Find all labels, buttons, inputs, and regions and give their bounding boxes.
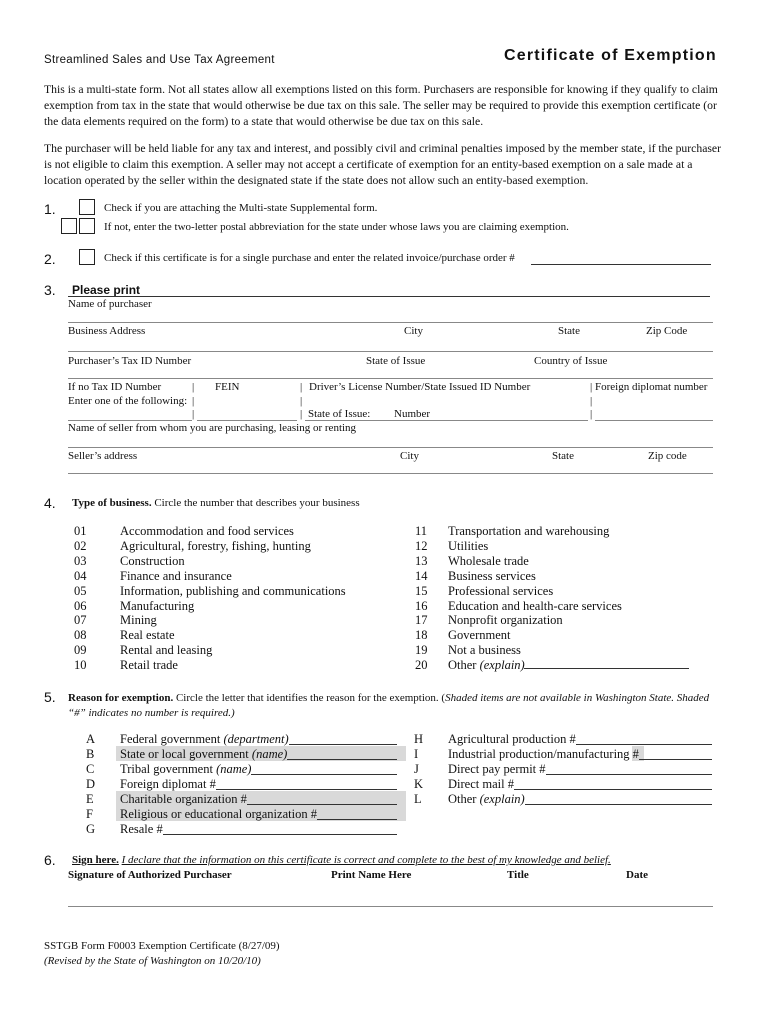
- business-type-08[interactable]: [74, 628, 175, 643]
- fein-field[interactable]: [197, 420, 297, 421]
- reason-l-hint: (explain): [479, 792, 525, 806]
- business-type-01-code: 01: [74, 524, 87, 538]
- intro-paragraph-2: The purchaser will be held liable for any tax and interest, and possibly civil and criminal penalties imposed by the member state, if the purchaser is not eligible to claim this exemption. A seller may not accept a certificate of exemption for an entity-based exemption on a sale made at a location operated by the seller within the designated state if the state does not allow such an entity-based exemption.: [44, 142, 722, 187]
- signature-label: Signature of Authorized Purchaser: [68, 869, 232, 881]
- reason-g-label: Resale #: [120, 822, 163, 836]
- multistate-supplemental-checkbox[interactable]: [79, 199, 95, 215]
- business-type-04-code: 04: [74, 568, 87, 583]
- no-tax-id-label: If no Tax ID Number: [68, 381, 162, 393]
- business-type-11[interactable]: [415, 524, 609, 539]
- reason-j-field[interactable]: [546, 774, 712, 775]
- business-type-07[interactable]: [74, 613, 157, 628]
- business-type-09-code: 09: [74, 643, 87, 658]
- tax-id-label: Purchaser’s Tax ID Number: [68, 355, 192, 367]
- foreign-diplomat-number-label: Foreign diplomat number: [595, 381, 708, 393]
- reason-b[interactable]: [86, 747, 287, 762]
- business-type-08-code: 08: [74, 628, 87, 643]
- reason-l-field[interactable]: [525, 804, 712, 805]
- reason-j-label: Direct pay permit #: [448, 762, 546, 776]
- reason-d-label: Foreign diplomat #: [120, 777, 216, 791]
- state-label: State: [558, 325, 580, 337]
- business-type-04-label: Finance and insurance: [120, 568, 232, 583]
- business-type-09-label: Rental and leasing: [120, 643, 213, 658]
- reason-j[interactable]: [414, 762, 546, 777]
- business-type-06[interactable]: [74, 599, 194, 614]
- state-of-issue-label: State of Issue: [366, 355, 426, 367]
- single-purchase-label: Check if this certificate is for a single purchase and enter the related invoice/purchase order #: [104, 252, 515, 264]
- reason-d-field[interactable]: [216, 789, 397, 790]
- business-type-20-hint: (explain): [479, 658, 525, 673]
- reason-h[interactable]: [414, 732, 576, 747]
- exemption-reason-heading-bold: Reason for exemption.: [68, 692, 174, 704]
- divider-1: |: [192, 381, 195, 393]
- declaration-line: [72, 854, 611, 866]
- business-type-18[interactable]: [415, 628, 510, 643]
- title-label: Title: [507, 869, 529, 881]
- business-type-18-code: 18: [415, 628, 428, 643]
- seller-name-label: Name of seller from whom you are purchasing, leasing or renting: [68, 422, 357, 434]
- city-label: City: [404, 325, 423, 337]
- reason-a-field[interactable]: [289, 744, 397, 745]
- reason-c[interactable]: [86, 762, 251, 777]
- state-abbrev-box-2[interactable]: [79, 218, 95, 234]
- reason-e-code: E: [86, 792, 94, 806]
- business-type-03[interactable]: [74, 554, 185, 569]
- business-type-16[interactable]: [415, 599, 622, 614]
- divider-7: |: [192, 408, 195, 420]
- business-type-10-code: 10: [74, 658, 87, 673]
- sign-here-label: Sign here.: [72, 854, 119, 866]
- reason-a-label: Federal government: [120, 732, 221, 746]
- section-2-number: 2.: [44, 251, 56, 267]
- business-type-10[interactable]: [74, 658, 178, 673]
- business-type-15-label: Professional services: [448, 583, 554, 598]
- other-business-explain-field[interactable]: [524, 668, 689, 669]
- agreement-title: Streamlined Sales and Use Tax Agreement: [44, 54, 275, 66]
- seller-address-field[interactable]: [68, 473, 713, 474]
- business-type-18-label: Government: [448, 628, 511, 643]
- state-abbrev-label: If not, enter the two-letter postal abbreviation for the state under whose laws you are claiming exemption.: [104, 221, 569, 233]
- zip-code-label: Zip Code: [646, 325, 688, 337]
- reason-c-label: Tribal government: [120, 762, 213, 776]
- purchaser-name-field[interactable]: [68, 322, 713, 323]
- business-type-06-code: 06: [74, 598, 87, 613]
- business-type-01[interactable]: [74, 524, 294, 539]
- seller-state-label: State: [552, 450, 574, 462]
- reason-g-code: G: [86, 822, 96, 836]
- reason-l[interactable]: [414, 792, 525, 807]
- divider-2: |: [300, 381, 303, 393]
- drivers-license-label: Driver’s License Number/State Issued ID Number: [309, 381, 531, 393]
- intro-paragraph-1: This is a multi-state form. Not all states allow all exemptions listed on this form. Purchasers are responsible for knowing if they qualify to claim exemption from tax in the state that would otherwise be due tax on this sale. The seller may be required to provide this exemption certificate (or the data elements required on the form) to a state that would otherwise be due tax on this sale.: [44, 83, 718, 128]
- state-abbrev-box-1[interactable]: [61, 218, 77, 234]
- reason-c-code: C: [86, 762, 95, 776]
- declaration-text: I declare that the information on this certificate is correct and complete to the best of my knowledge and belief.: [121, 854, 611, 866]
- invoice-number-field[interactable]: [531, 264, 711, 265]
- multistate-supplemental-label: Check if you are attaching the Multi-state Supplemental form.: [104, 202, 378, 214]
- reason-f-code: F: [86, 807, 93, 821]
- exemption-reason-heading-italic: Shaded items are not available in Washington State. Shaded “#” indicates no number is required.): [68, 692, 710, 719]
- divider-3: |: [590, 381, 593, 393]
- business-type-20[interactable]: [415, 658, 525, 673]
- reason-f-label: Religious or educational organization #: [120, 807, 317, 821]
- purchaser-name-label: Name of purchaser: [68, 298, 152, 310]
- business-type-12[interactable]: [415, 539, 488, 554]
- reason-g-field[interactable]: [163, 834, 397, 835]
- business-type-07-code: 07: [74, 613, 87, 628]
- business-type-08-label: Real estate: [120, 628, 175, 643]
- seller-name-field[interactable]: [68, 447, 713, 448]
- divider-5: |: [300, 395, 303, 407]
- reason-d[interactable]: [86, 777, 216, 792]
- reason-f[interactable]: [86, 807, 317, 822]
- business-type-02-code: 02: [74, 538, 87, 553]
- business-type-14[interactable]: [415, 569, 536, 584]
- business-type-19[interactable]: [415, 643, 521, 658]
- reason-i-code: I: [414, 747, 419, 761]
- signature-field[interactable]: [68, 906, 713, 907]
- business-type-19-code: 19: [415, 643, 428, 658]
- divider-8: |: [300, 408, 303, 420]
- business-type-03-code: 03: [74, 553, 87, 568]
- page-title: Certificate of Exemption: [504, 47, 717, 64]
- reason-h-code: H: [414, 732, 424, 746]
- reason-b-field[interactable]: [287, 759, 397, 760]
- exemption-reason-heading-rest: Circle the letter that identifies the reason for the exemption. (: [175, 692, 446, 704]
- business-type-13-code: 13: [415, 553, 428, 568]
- print-name-label: Print Name Here: [331, 869, 412, 881]
- revised-note: (Revised by the State of Washington on 10/20/10): [44, 955, 261, 967]
- business-type-06-label: Manufacturing: [120, 598, 195, 613]
- state-of-issue-colon-label: State of Issue:: [308, 408, 371, 420]
- reason-i-field[interactable]: [639, 759, 712, 760]
- business-type-11-label: Transportation and warehousing: [448, 524, 610, 538]
- country-of-issue-label: Country of Issue: [534, 355, 608, 367]
- business-type-heading-rest: Circle the number that describes your business: [154, 497, 360, 509]
- divider-9: |: [590, 408, 593, 420]
- section-3-number: 3.: [44, 282, 56, 298]
- reason-b-code: B: [86, 747, 95, 761]
- business-type-11-code: 11: [415, 524, 428, 538]
- section-5-number: 5.: [44, 689, 56, 705]
- reason-a-code: A: [86, 732, 96, 746]
- business-type-04[interactable]: [74, 569, 232, 584]
- business-type-19-label: Not a business: [448, 643, 521, 658]
- business-type-12-code: 12: [415, 538, 428, 553]
- business-type-13[interactable]: [415, 554, 529, 569]
- business-type-05-code: 05: [74, 583, 87, 598]
- reason-f-field[interactable]: [317, 819, 397, 820]
- reason-c-field[interactable]: [251, 774, 397, 775]
- business-type-01-label: Accommodation and food services: [120, 524, 294, 538]
- reason-g[interactable]: [86, 822, 163, 837]
- business-type-05-label: Information, publishing and communications: [120, 583, 346, 598]
- business-type-17-label: Nonprofit organization: [448, 613, 563, 628]
- business-type-20-label: Other: [448, 658, 477, 673]
- business-type-07-label: Mining: [120, 613, 157, 628]
- business-type-03-label: Construction: [120, 553, 185, 568]
- number-label: Number: [394, 408, 431, 420]
- reason-b-hint: (name): [251, 747, 288, 761]
- please-print-rule: [68, 296, 710, 297]
- divider-6: |: [590, 395, 593, 407]
- form-id: SSTGB Form F0003 Exemption Certificate (8/27/09): [44, 940, 280, 952]
- exemption-reason-heading: [68, 691, 728, 721]
- business-type-20-code: 20: [415, 658, 428, 673]
- reason-a[interactable]: [86, 732, 289, 747]
- business-type-13-label: Wholesale trade: [448, 553, 529, 568]
- business-type-17[interactable]: [415, 613, 563, 628]
- single-purchase-checkbox[interactable]: [79, 249, 95, 265]
- business-type-17-code: 17: [415, 613, 428, 628]
- reason-k-field[interactable]: [514, 789, 712, 790]
- seller-zip-label: Zip code: [648, 450, 687, 462]
- business-type-15-code: 15: [415, 583, 428, 598]
- business-type-10-label: Retail trade: [120, 658, 178, 673]
- reason-e-field[interactable]: [247, 804, 397, 805]
- reason-l-label: Other: [448, 792, 477, 806]
- section-4-number: 4.: [44, 495, 56, 511]
- reason-d-code: D: [86, 777, 96, 791]
- business-type-14-code: 14: [415, 568, 428, 583]
- seller-address-label: Seller’s address: [68, 450, 138, 462]
- section-6-number: 6.: [44, 852, 56, 868]
- reason-e-label: Charitable organization #: [120, 792, 247, 806]
- reason-h-field[interactable]: [576, 744, 712, 745]
- business-type-heading-bold: Type of business.: [72, 497, 152, 509]
- drivers-license-field[interactable]: [305, 420, 588, 421]
- no-tax-id-field[interactable]: [68, 420, 192, 421]
- date-label: Date: [626, 869, 648, 881]
- reason-k[interactable]: [414, 777, 514, 792]
- business-type-14-label: Business services: [448, 568, 536, 583]
- reason-i-label: Industrial production/manufacturing #: [448, 747, 639, 761]
- reason-c-hint: (name): [216, 762, 252, 776]
- please-print-heading: Please print: [72, 283, 141, 297]
- reason-k-label: Direct mail #: [448, 777, 514, 791]
- business-address-field[interactable]: [68, 351, 713, 352]
- business-type-15[interactable]: [415, 584, 553, 599]
- reason-h-label: Agricultural production #: [448, 732, 576, 746]
- fein-label: FEIN: [215, 381, 240, 393]
- section-1-number: 1.: [44, 201, 56, 217]
- business-type-12-label: Utilities: [448, 538, 489, 553]
- business-address-label: Business Address: [68, 325, 146, 337]
- reason-j-code: J: [414, 762, 419, 776]
- reason-k-code: K: [414, 777, 424, 791]
- reason-i[interactable]: [414, 747, 639, 762]
- business-type-16-code: 16: [415, 598, 428, 613]
- business-type-heading: [72, 497, 360, 509]
- business-type-09[interactable]: [74, 643, 212, 658]
- divider-4: |: [192, 395, 195, 407]
- business-type-16-label: Education and health-care services: [448, 598, 622, 613]
- business-type-02[interactable]: [74, 539, 311, 554]
- reason-l-code: L: [414, 792, 422, 806]
- tax-id-field[interactable]: [68, 378, 713, 379]
- business-type-05[interactable]: [74, 584, 346, 599]
- seller-city-label: City: [400, 450, 419, 462]
- reason-e[interactable]: [86, 792, 247, 807]
- foreign-diplomat-field[interactable]: [595, 420, 713, 421]
- reason-b-label: State or local government: [120, 747, 249, 761]
- enter-one-label: Enter one of the following:: [68, 395, 188, 407]
- business-type-02-label: Agricultural, forestry, fishing, hunting: [120, 538, 311, 553]
- reason-a-hint: (department): [223, 732, 289, 746]
